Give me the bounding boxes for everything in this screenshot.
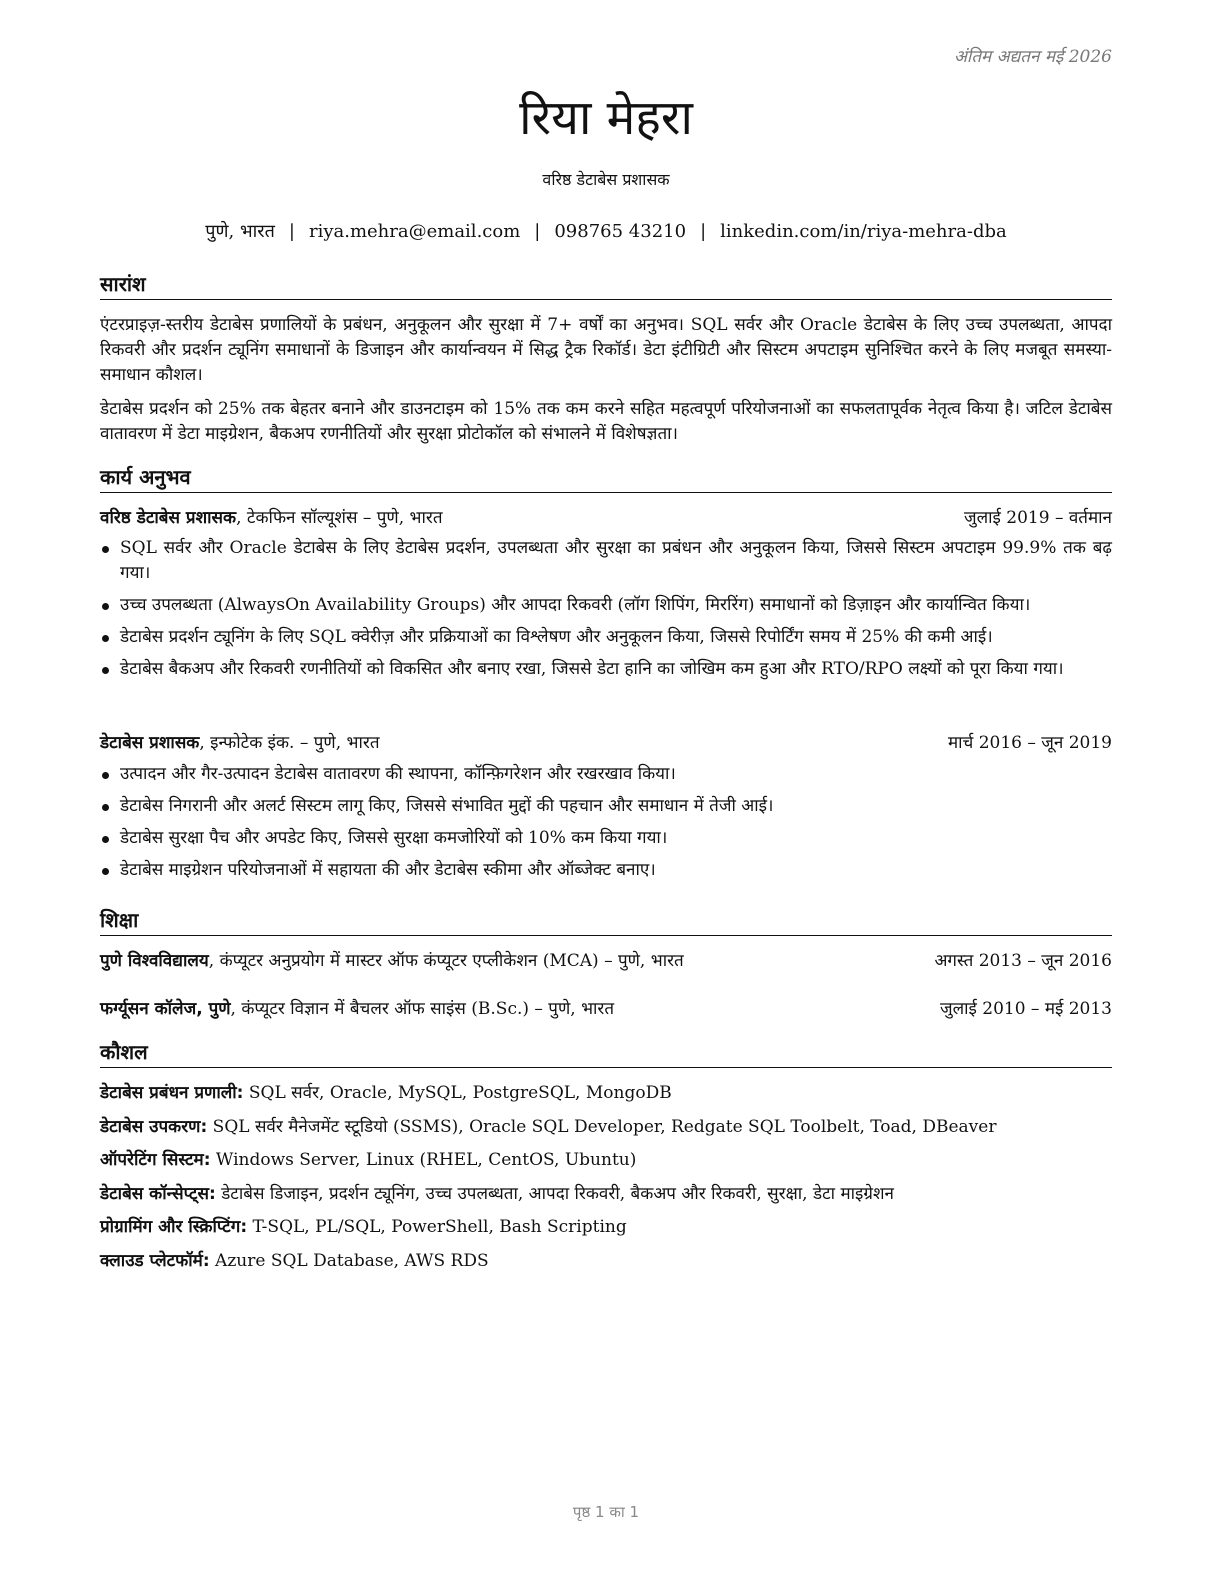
education-detail: , कंप्यूटर अनुप्रयोग में मास्टर ऑफ कंप्यूटर एप्लीकेशन (MCA) – पुणे, भारत [208, 951, 684, 971]
skill-row [100, 1081, 1112, 1106]
skill-row [100, 1148, 1112, 1173]
list-item: उच्च उपलब्धता (AlwaysOn Availability Groups) और आपदा रिकवरी (लॉग शिपिंग, मिररिंग) समाधानों को डिज़ाइन और कार्यान्वित किया। [100, 593, 1112, 618]
skill-label: प्रोग्रामिंग और स्क्रिप्टिंग: [100, 1217, 248, 1237]
skill-label: ऑपरेटिंग सिस्टम: [100, 1150, 211, 1170]
summary-paragraph-1: एंटरप्राइज़-स्तरीय डेटाबेस प्रणालियों के प्रबंधन, अनुकूलन और सुरक्षा में 7+ वर्षों का अनुभव। SQL सर्वर और Oracle डेटाबेस के लिए उच्च उपलब्धता, आपदा रिकवरी और प्रदर्शन ट्यूनिंग समाधानों के डिजाइन और कार्यान्वयन में सिद्ध ट्रैक रिकॉर्ड। डेटा इंटीग्रिटी और सिस्टम अपटाइम सुनिश्चित करने के लिए मजबूत समस्या-समाधान कौशल। [100, 315, 1112, 385]
skill-row [100, 1215, 1112, 1240]
job-dates: जुलाई 2019 – वर्तमान [963, 508, 1112, 528]
education-detail: , कंप्यूटर विज्ञान में बैचलर ऑफ साइंस (B.Sc.) – पुणे, भारत [230, 999, 615, 1019]
page-number: पृष्ठ 1 का 1 [572, 1503, 640, 1521]
contact-separator: | [700, 221, 707, 242]
job-org: , टेकफिन सॉल्यूशंस – पुणे, भारत [236, 508, 443, 528]
list-item: उत्पादन और गैर-उत्पादन डेटाबेस वातावरण की स्थापना, कॉन्फ़िगरेशन और रखरखाव किया। [100, 762, 1112, 787]
education-heading: शिक्षा [100, 906, 1112, 936]
skill-label: डेटाबेस कॉन्सेप्ट्स: [100, 1184, 216, 1204]
education-dates: अगस्त 2013 – जून 2016 [934, 951, 1112, 971]
job-bullets [100, 536, 1112, 689]
contact-separator: | [288, 221, 295, 242]
list-item: डेटाबेस सुरक्षा पैच और अपडेट किए, जिससे सुरक्षा कमजोरियों को 10% कम किया गया। [100, 826, 1112, 851]
skill-value: T-SQL, PL/SQL, PowerShell, Bash Scripting [247, 1217, 627, 1237]
contact-linkedin[interactable]: linkedin.com/in/riya-mehra-dba [720, 221, 1007, 242]
contact-separator: | [534, 221, 541, 242]
skill-label: डेटाबेस प्रबंधन प्रणाली: [100, 1083, 244, 1103]
bullet-icon [102, 667, 109, 674]
skill-value: Windows Server, Linux (RHEL, CentOS, Ubuntu) [210, 1150, 637, 1170]
contact-email[interactable]: riya.mehra@email.com [308, 221, 521, 242]
bullet-icon [102, 635, 109, 642]
candidate-name: रिया मेहरा [519, 90, 693, 146]
bullet-icon [102, 546, 109, 553]
job-role: डेटाबेस प्रशासक [100, 733, 200, 753]
job-role: वरिष्ठ डेटाबेस प्रशासक [100, 508, 237, 528]
list-item: डेटाबेस प्रदर्शन ट्यूनिंग के लिए SQL क्वेरीज़ और प्रक्रियाओं का विश्लेषण और अनुकूलन किया, जिससे रिपोर्टिंग समय में 25% की कमी आई। [100, 625, 1112, 650]
job-header [100, 506, 1112, 531]
bullet-icon [102, 804, 109, 811]
job-bullets [100, 762, 1112, 890]
skill-label: डेटाबेस उपकरण: [100, 1117, 208, 1137]
contact-phone: 098765 43210 [554, 221, 687, 242]
bullet-icon [102, 603, 109, 610]
skills-heading: कौशल [100, 1038, 1112, 1068]
bullet-icon [102, 772, 109, 779]
last-updated: अंतिम अद्यतन मई 2026 [953, 47, 1112, 67]
resume-page [100, 0, 1112, 1584]
education-dates: जुलाई 2010 – मई 2013 [939, 999, 1112, 1019]
skill-row [100, 1182, 1112, 1207]
education-entry [100, 949, 1112, 974]
skill-row [100, 1115, 1112, 1140]
education-school: पुणे विश्वविद्यालय [100, 951, 209, 971]
job-header [100, 731, 1112, 756]
skill-value: SQL सर्वर मैनेजमेंट स्टूडियो (SSMS), Oracle SQL Developer, Redgate SQL Toolbelt, Toad, DBeaver [207, 1117, 997, 1137]
education-school: फर्ग्यूसन कॉलेज, पुणे [100, 999, 231, 1019]
contact-location: पुणे, भारत [205, 221, 275, 242]
education-entry [100, 997, 1112, 1022]
job-org: , इन्फोटेक इंक. – पुणे, भारत [199, 733, 380, 753]
job-dates: मार्च 2016 – जून 2019 [947, 733, 1112, 753]
summary-heading: सारांश [100, 270, 1112, 300]
skill-value: SQL सर्वर, Oracle, MySQL, PostgreSQL, MongoDB [243, 1083, 672, 1103]
summary-paragraph-2: डेटाबेस प्रदर्शन को 25% तक बेहतर बनाने और डाउनटाइम को 15% तक कम करने सहित महत्वपूर्ण परियोजनाओं का सफलतापूर्वक नेतृत्व किया है। जटिल डेटाबेस वातावरण में डेटा माइग्रेशन, बैकअप रणनीतियों और सुरक्षा प्रोटोकॉल को संभालने में विशेषज्ञता। [100, 399, 1112, 444]
list-item: SQL सर्वर और Oracle डेटाबेस के लिए डेटाबेस प्रदर्शन, उपलब्धता और सुरक्षा का प्रबंधन और अनुकूलन किया, जिससे सिस्टम अपटाइम 99.9% तक बढ़ गया। [100, 536, 1112, 586]
contact-line [100, 219, 1112, 243]
candidate-title: वरिष्ठ डेटाबेस प्रशासक [542, 170, 670, 189]
list-item: डेटाबेस माइग्रेशन परियोजनाओं में सहायता की और डेटाबेस स्कीमा और ऑब्जेक्ट बनाए। [100, 858, 1112, 883]
skill-label: क्लाउड प्लेटफॉर्म: [100, 1251, 210, 1271]
skill-value: Azure SQL Database, AWS RDS [209, 1251, 489, 1271]
bullet-icon [102, 836, 109, 843]
experience-heading: कार्य अनुभव [100, 463, 1112, 493]
list-item: डेटाबेस बैकअप और रिकवरी रणनीतियों को विकसित और बनाए रखा, जिससे डेटा हानि का जोखिम कम हुआ और RTO/RPO लक्ष्यों को पूरा किया गया। [100, 657, 1112, 682]
bullet-icon [102, 868, 109, 875]
skill-row [100, 1249, 1112, 1274]
skill-value: डेटाबेस डिजाइन, प्रदर्शन ट्यूनिंग, उच्च उपलब्धता, आपदा रिकवरी, बैकअप और रिकवरी, सुरक्षा, डेटा माइग्रेशन [215, 1184, 894, 1204]
list-item: डेटाबेस निगरानी और अलर्ट सिस्टम लागू किए, जिससे संभावित मुद्दों की पहचान और समाधान में तेजी आई। [100, 794, 1112, 819]
